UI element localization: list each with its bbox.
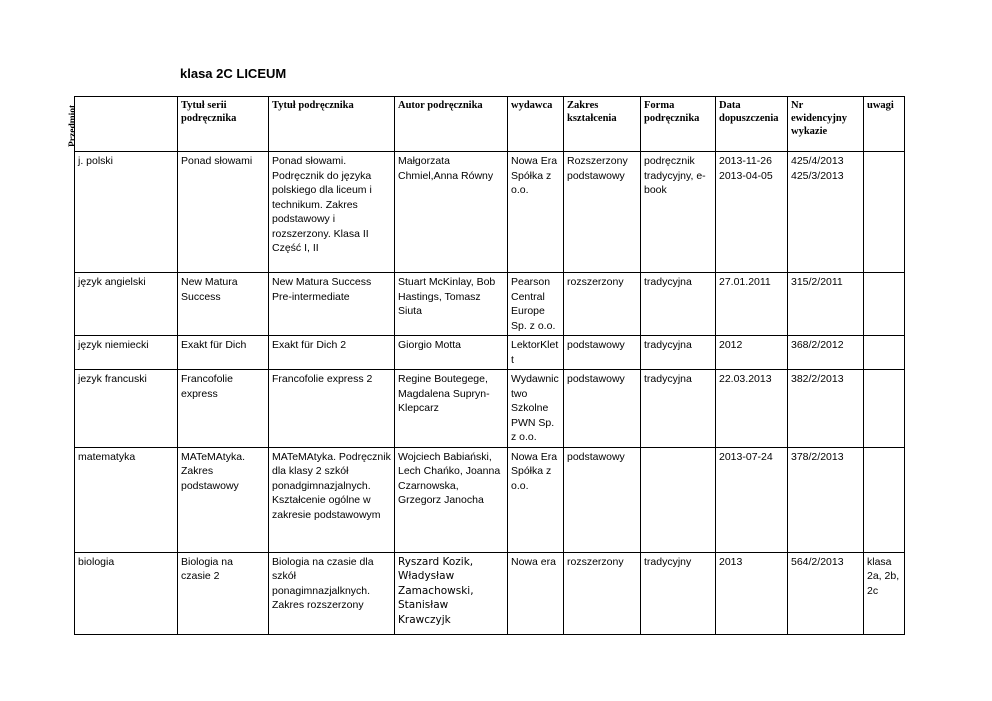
cell-notes bbox=[864, 370, 905, 448]
cell-scope: podstawowy bbox=[564, 370, 641, 448]
cell-subject: j. polski bbox=[75, 152, 178, 273]
cell-scope: podstawowy bbox=[564, 336, 641, 370]
cell-notes bbox=[864, 273, 905, 336]
cell-series: MATeMAtyka. Zakres podstawowy bbox=[178, 447, 269, 552]
cell-registration-number: 564/2/2013 bbox=[788, 552, 864, 634]
cell-scope: rozszerzony bbox=[564, 552, 641, 634]
header-subject-label: Przedmiot bbox=[68, 104, 78, 147]
header-book-title: Tytuł podręcznika bbox=[269, 97, 395, 152]
cell-approval-date: 2012 bbox=[716, 336, 788, 370]
table-row bbox=[75, 370, 905, 448]
cell-publisher: Nowa Era Spółka z o.o. bbox=[508, 152, 564, 273]
cell-series: Francofolie express bbox=[178, 370, 269, 448]
cell-author: Wojciech Babiański, Lech Chańko, Joanna Czarnowska, Grzegorz Janocha bbox=[395, 447, 508, 552]
cell-author: Giorgio Motta bbox=[395, 336, 508, 370]
cell-author: Ryszard Kozik, Władysław Zamachowski, Stanisław Krawczyjk bbox=[395, 552, 508, 634]
header-author: Autor podręcznika bbox=[395, 97, 508, 152]
cell-registration-number: 368/2/2012 bbox=[788, 336, 864, 370]
cell-series: New Matura Success bbox=[178, 273, 269, 336]
cell-author: Regine Boutegege, Magdalena Supryn-Klepcarz bbox=[395, 370, 508, 448]
table-row bbox=[75, 552, 905, 634]
cell-scope: rozszerzony bbox=[564, 273, 641, 336]
cell-form: tradycyjna bbox=[641, 273, 716, 336]
table-row bbox=[75, 152, 905, 273]
cell-subject: język angielski bbox=[75, 273, 178, 336]
cell-book-title: Exakt für Dich 2 bbox=[269, 336, 395, 370]
cell-notes bbox=[864, 447, 905, 552]
header-series: Tytuł serii podręcznika bbox=[178, 97, 269, 152]
cell-subject: biologia bbox=[75, 552, 178, 634]
cell-subject: język niemiecki bbox=[75, 336, 178, 370]
header-approval-date: Data dopuszczenia bbox=[716, 97, 788, 152]
header-form: Forma podręcznika bbox=[641, 97, 716, 152]
document-title: klasa 2C LICEUM bbox=[180, 66, 287, 81]
cell-form: tradycyjna bbox=[641, 370, 716, 448]
cell-book-title: Biologia na czasie dla szkół ponagimnazjalknych. Zakres rozszerzony bbox=[269, 552, 395, 634]
cell-registration-number: 378/2/2013 bbox=[788, 447, 864, 552]
cell-notes: klasa 2a, 2b, 2c bbox=[864, 552, 905, 634]
cell-series: Biologia na czasie 2 bbox=[178, 552, 269, 634]
cell-approval-date: 2013 bbox=[716, 552, 788, 634]
header-publisher: wydawca bbox=[508, 97, 564, 152]
cell-form: tradycyjny bbox=[641, 552, 716, 634]
cell-approval-date: 22.03.2013 bbox=[716, 370, 788, 448]
cell-scope: podstawowy bbox=[564, 447, 641, 552]
cell-series: Exakt für Dich bbox=[178, 336, 269, 370]
header-notes: uwagi bbox=[864, 97, 905, 152]
cell-subject: matematyka bbox=[75, 447, 178, 552]
header-registration-number: Nr ewidencyjny wykazie bbox=[788, 97, 864, 152]
cell-author: Małgorzata Chmiel,Anna Równy bbox=[395, 152, 508, 273]
header-scope: Zakres kształcenia bbox=[564, 97, 641, 152]
cell-book-title: MATeMAtyka. Podręcznik dla klasy 2 szkół ponadgimnazjalnych. Kształcenie ogólne w zakresie podstawowym bbox=[269, 447, 395, 552]
cell-approval-date: 27.01.2011 bbox=[716, 273, 788, 336]
cell-subject: jezyk francuski bbox=[75, 370, 178, 448]
cell-publisher: Wydawnictwo Szkolne PWN Sp. z o.o. bbox=[508, 370, 564, 448]
cell-form: tradycyjna bbox=[641, 336, 716, 370]
cell-series: Ponad słowami bbox=[178, 152, 269, 273]
header-subject bbox=[68, 97, 178, 152]
cell-book-title: Ponad słowami. Podręcznik do języka polskiego dla liceum i technikum. Zakres podstawowy i rozszerzony. Klasa II Część I, II bbox=[269, 152, 395, 273]
cell-registration-number: 425/4/2013 425/3/2013 bbox=[788, 152, 864, 273]
cell-approval-date: 2013-07-24 bbox=[716, 447, 788, 552]
table-row bbox=[75, 336, 905, 370]
cell-form: podręcznik tradycyjny, e-book bbox=[641, 152, 716, 273]
cell-book-title: Francofolie express 2 bbox=[269, 370, 395, 448]
cell-publisher: Nowa Era Spółka z o.o. bbox=[508, 447, 564, 552]
cell-publisher: Nowa era bbox=[508, 552, 564, 634]
cell-form bbox=[641, 447, 716, 552]
cell-registration-number: 315/2/2011 bbox=[788, 273, 864, 336]
cell-notes bbox=[864, 152, 905, 273]
cell-book-title: New Matura Success Pre-intermediate bbox=[269, 273, 395, 336]
table-row bbox=[75, 447, 905, 552]
cell-notes bbox=[864, 336, 905, 370]
cell-approval-date: 2013-11-26 2013-04-05 bbox=[716, 152, 788, 273]
cell-scope: Rozszerzony podstawowy bbox=[564, 152, 641, 273]
table-row bbox=[75, 273, 905, 336]
textbook-table bbox=[68, 96, 905, 635]
cell-registration-number: 382/2/2013 bbox=[788, 370, 864, 448]
header-row bbox=[75, 97, 905, 152]
cell-publisher: Pearson Central Europe Sp. z o.o. bbox=[508, 273, 564, 336]
cell-author: Stuart McKinlay, Bob Hastings, Tomasz Siuta bbox=[395, 273, 508, 336]
cell-publisher: LektorKlett bbox=[508, 336, 564, 370]
